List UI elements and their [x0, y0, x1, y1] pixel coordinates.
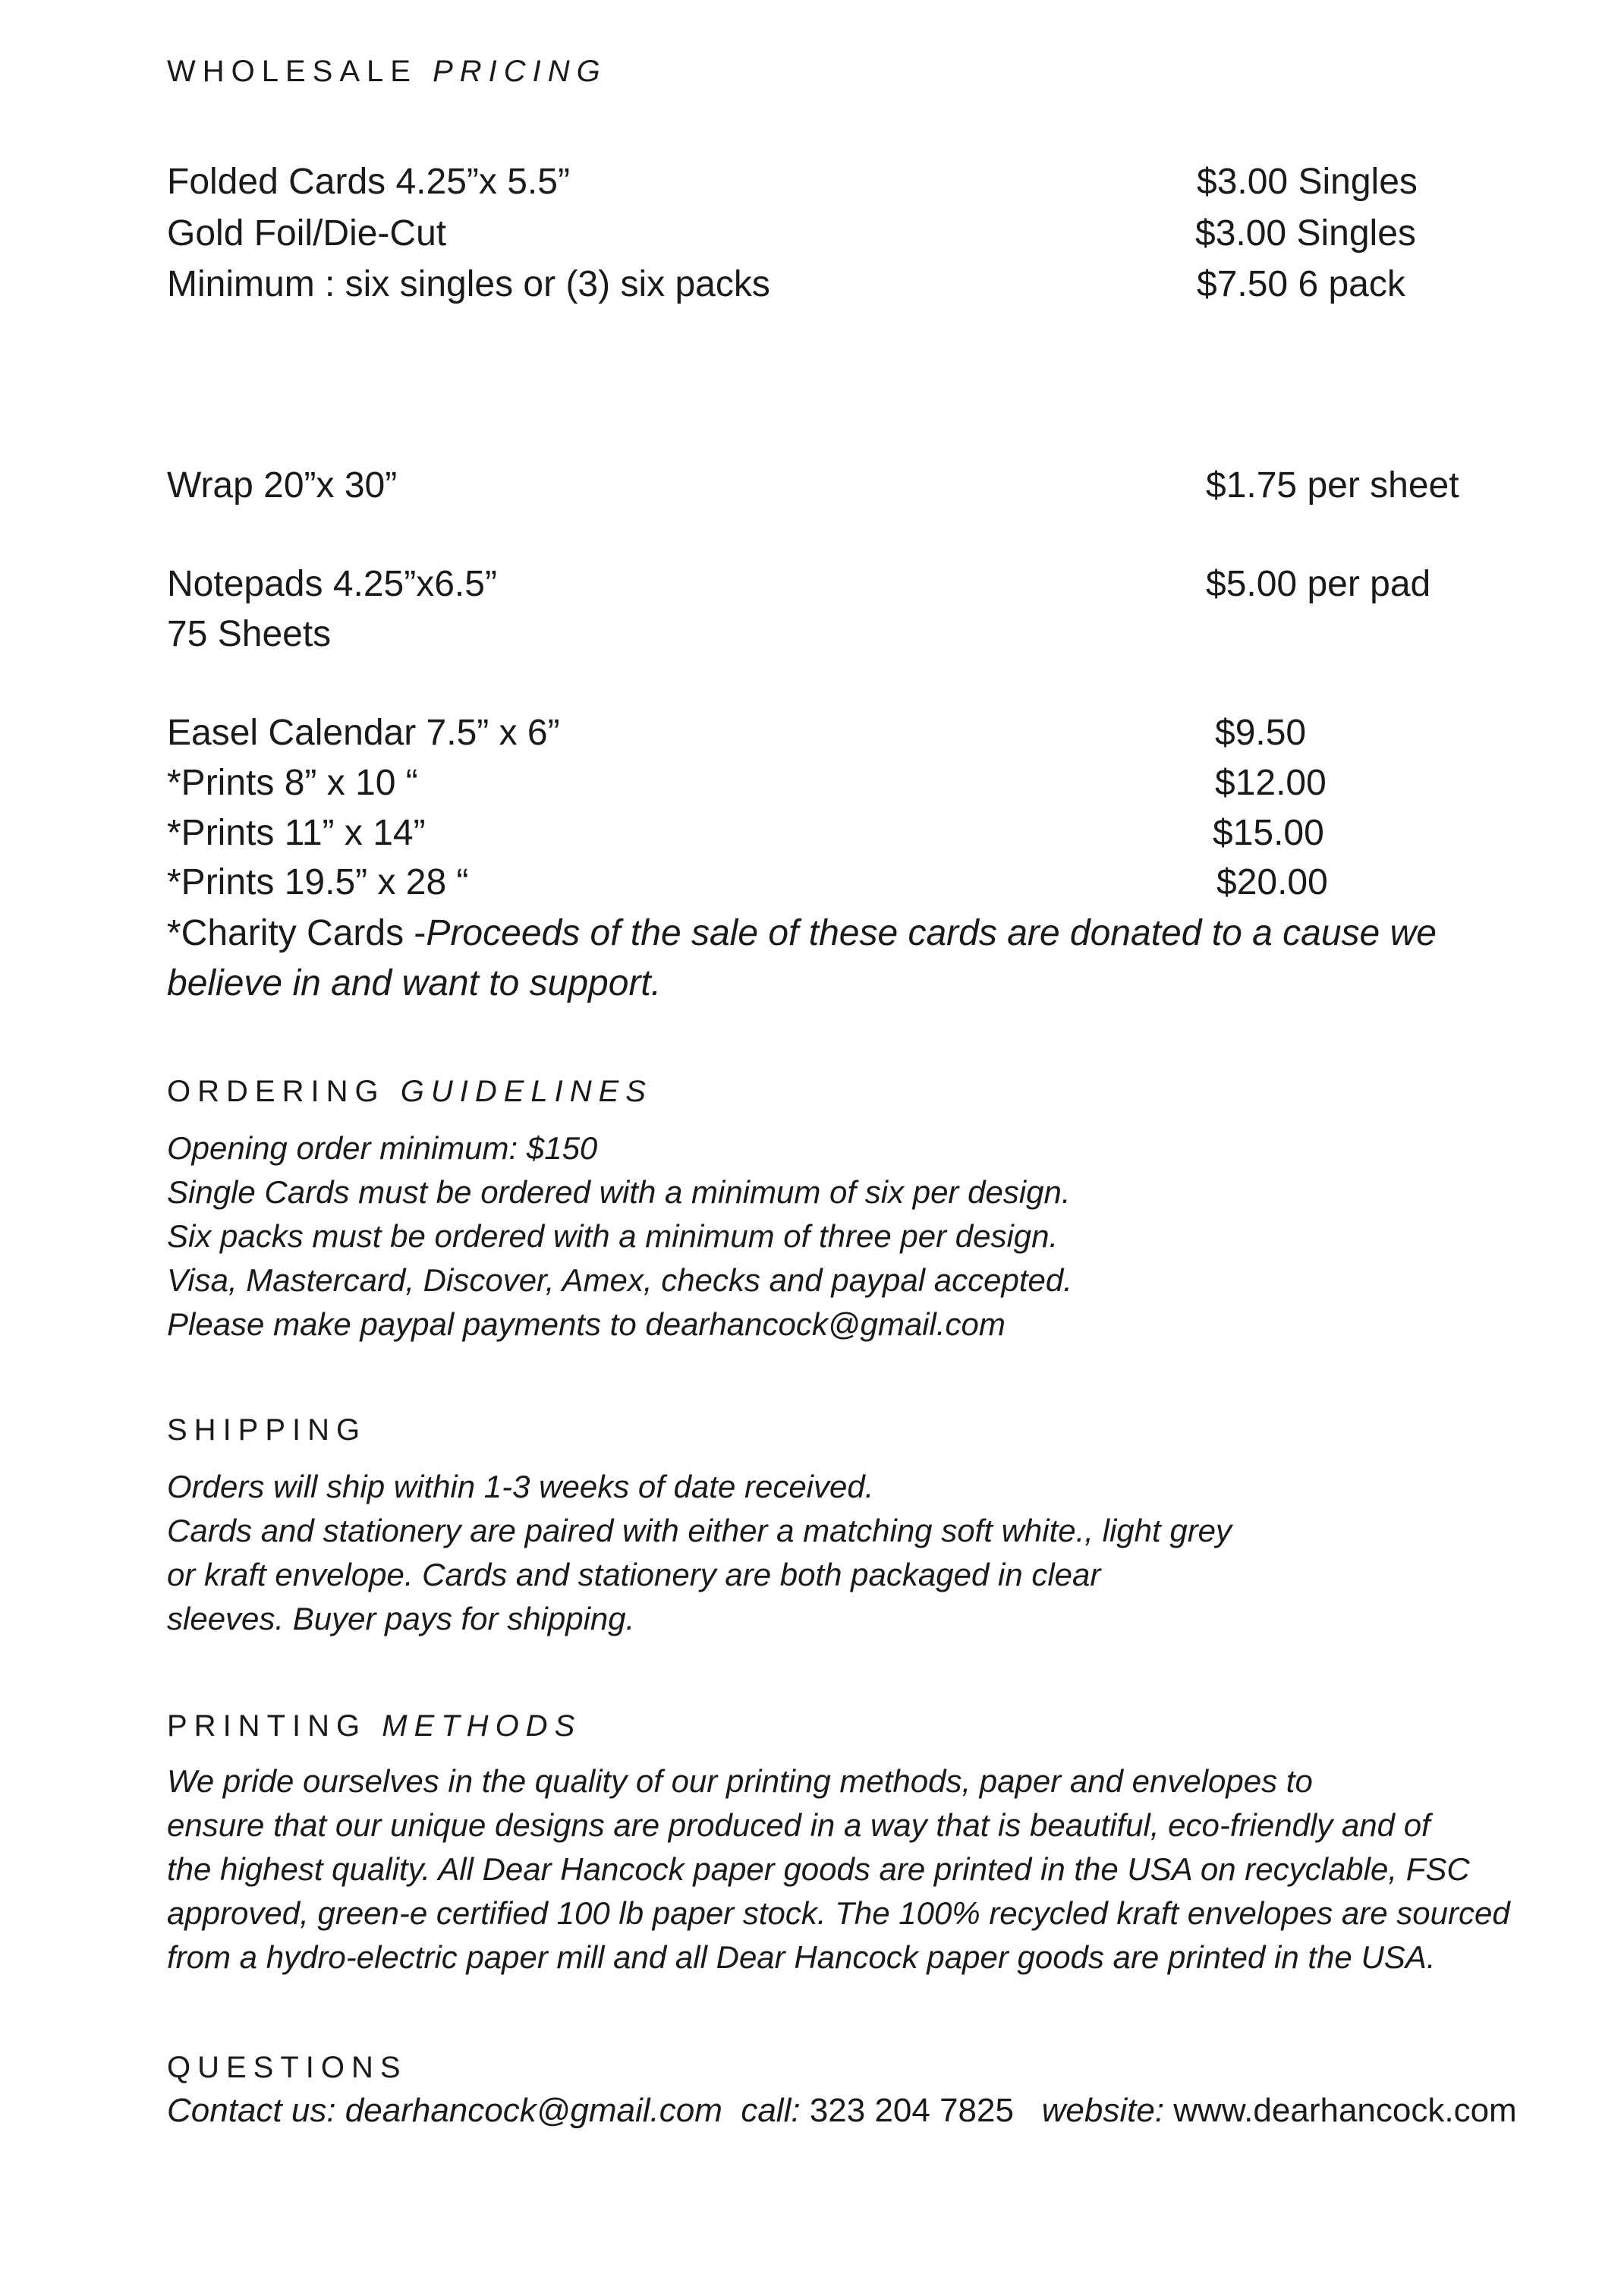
item-price: $9.50 [1215, 713, 1307, 753]
printing-heading-main: PRINTING [167, 1709, 367, 1743]
ordering-line: Six packs must be ordered with a minimum of three per design. [167, 1218, 1059, 1254]
shipping-text [167, 1465, 1232, 1641]
item-price: $3.00 Singles [1195, 213, 1416, 254]
questions-heading-main: QUESTIONS [167, 2051, 408, 2084]
shipping-line: or kraft envelope. Cards and stationery are both packaged in clear [167, 1557, 1101, 1592]
item-label: Easel Calendar 7.5” x 6” [167, 713, 560, 753]
printing-heading-sub: METHODS [382, 1709, 582, 1743]
item-price: $1.75 per sheet [1206, 465, 1459, 506]
item-label: Minimum : six singles or (3) six packs [167, 264, 770, 304]
ordering-guidelines-text [167, 1126, 1072, 1346]
item-label: Gold Foil/Die-Cut [167, 213, 447, 254]
ordering-heading-sub: GUIDELINES [400, 1075, 653, 1108]
item-label: 75 Sheets [167, 614, 332, 654]
item-label: *Prints 8” x 10 “ [167, 763, 418, 803]
wholesale-heading-sub: PRICING [433, 55, 607, 88]
contact-label: Contact us: dearhancock@gmail.com call: [167, 2092, 810, 2129]
item-price: $3.00 Singles [1197, 162, 1418, 202]
shipping-line: Orders will ship within 1-3 weeks of date received. [167, 1469, 874, 1504]
ordering-line: Visa, Mastercard, Discover, Amex, checks and paypal accepted. [167, 1262, 1072, 1298]
printing-line: approved, green-e certified 100 lb paper stock. The 100% recycled kraft envelopes are sourced [167, 1895, 1510, 1931]
item-price: $20.00 [1216, 862, 1328, 902]
ordering-line: Please make paypal payments to dearhancock@gmail.com [167, 1306, 1006, 1342]
shipping-line: Cards and stationery are paired with either a matching soft white., light grey [167, 1513, 1232, 1548]
shipping-heading [167, 1413, 367, 1447]
item-price: $7.50 6 pack [1197, 264, 1405, 304]
printing-line: the highest quality. All Dear Hancock paper goods are printed in the USA on recyclable, FSC [167, 1851, 1470, 1887]
phone-number[interactable]: 323 204 7825 [809, 2092, 1014, 2129]
shipping-line: sleeves. Buyer pays for shipping. [167, 1601, 635, 1636]
website-link[interactable]: www.dearhancock.com [1173, 2092, 1517, 2129]
item-price: $5.00 per pad [1206, 564, 1431, 604]
item-label: *Prints 11” x 14” [167, 813, 426, 853]
charity-text: Proceeds of the sale of these cards are donated to a cause we believe in and want to support. [167, 913, 1437, 1003]
item-label: Folded Cards 4.25”x 5.5” [167, 162, 570, 202]
item-label: *Prints 19.5” x 28 “ [167, 862, 469, 902]
item-label: Notepads 4.25”x6.5” [167, 564, 497, 604]
shipping-heading-main: SHIPPING [167, 1413, 367, 1447]
ordering-line: Opening order minimum: $150 [167, 1130, 598, 1166]
charity-note [167, 909, 1457, 1009]
printing-line: ensure that our unique designs are produced in a way that is beautiful, eco-friendly and of [167, 1807, 1430, 1843]
printing-line: from a hydro-electric paper mill and all Dear Hancock paper goods are printed in the USA. [167, 1939, 1436, 1975]
item-price: $12.00 [1215, 763, 1327, 803]
website-label: website: [1013, 2092, 1174, 2129]
printing-text [167, 1759, 1510, 1980]
wholesale-heading [167, 55, 607, 89]
printing-heading [167, 1709, 581, 1743]
item-price: $15.00 [1213, 813, 1324, 853]
charity-label: *Charity Cards - [167, 913, 426, 953]
printing-line: We pride ourselves in the quality of our printing methods, paper and envelopes to [167, 1763, 1313, 1799]
questions-heading [167, 2051, 408, 2085]
wholesale-heading-main: WHOLESALE [167, 55, 417, 88]
contact-line [167, 2089, 1517, 2133]
ordering-line: Single Cards must be ordered with a minimum of six per design. [167, 1174, 1071, 1210]
ordering-heading-main: ORDERING [167, 1075, 386, 1108]
item-label: Wrap 20”x 30” [167, 465, 398, 506]
ordering-heading [167, 1075, 653, 1109]
